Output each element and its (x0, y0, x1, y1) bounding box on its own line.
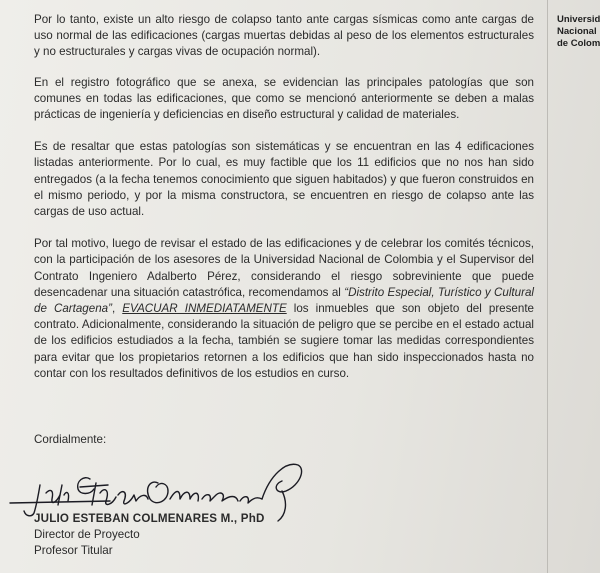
signatory-name: JULIO ESTEBAN COLMENARES M., PhD (34, 512, 265, 525)
signatory-role-professor: Profesor Titular (34, 544, 113, 557)
signature-block (34, 511, 265, 559)
paragraph-4-text-b: los inmuebles que son objeto del presente contrato. Adicionalmente, considerando la situación de peligro que se percibe en el estado actual de los edificios estudiados a la fecha, también se sugiere tomar las medidas correspondientes para evitar que los propietarios retornen a los edificios que han sido inspeccionados hasta no contar con los resultados definitivos de los estudios en curso. (34, 302, 534, 380)
letterhead (557, 14, 600, 50)
paragraph-1: Por lo tanto, existe un alto riesgo de colapso tanto ante cargas sísmicas como ante cargas de uso normal de las edificaciones (cargas muertas debidas al peso de los elementos estructurales y no estructurales y cargas vivas de ocupación normal). (34, 13, 534, 59)
letterhead-line-2: Nacional (557, 26, 597, 37)
district-name: “Distrito Especial, Turístico y Cultural de Cartagena” (34, 285, 534, 316)
paragraph-4 (34, 236, 534, 382)
letterhead-divider (547, 0, 548, 573)
paragraph-4-separator: , (111, 302, 123, 316)
letter-body (34, 12, 534, 398)
letterhead-line-3: de Colom (557, 38, 600, 49)
paragraph-2: En el registro fotográfico que se anexa, se evidencian las principales patologías que son comunes en todas las edificaciones, que como se mencionó anteriormente se deben a malas prácticas de ingeniería y deficiencias en diseño estructural y calidad de materiales. (34, 75, 534, 122)
evacuate-notice: EVACUAR INMEDIATAMENTE (122, 302, 287, 316)
signatory-role-director: Director de Proyecto (34, 528, 140, 541)
letterhead-line-1: Universid (557, 14, 600, 25)
paragraph-3: Es de resaltar que estas patologías son sistemáticas y se encuentran en las 4 edificaciones listadas anteriormente. Por lo cual, es muy factible que los 11 edificios que no nos han sido entregados (a la fecha tenemos conocimiento que siguen habitados) y que fueron construidos en el mismo periodo, y por la misma constructora, se encuentren en riesgo de colapso ante las cargas de uso actual. (34, 140, 534, 219)
closing-salutation: Cordialmente: (34, 433, 107, 446)
paragraph-4-text-a: Por tal motivo, luego de revisar el estado de las edificaciones y de celebrar los comités técnicos, con la participación de los asesores de la Universidad Nacional de Colombia y el Supervisor del Contrato Ingeniero Adalberto Pérez, considerando el riesgo sobreviniente que puede desencadenar una situación catastrófica, recomendamos al (34, 237, 534, 299)
